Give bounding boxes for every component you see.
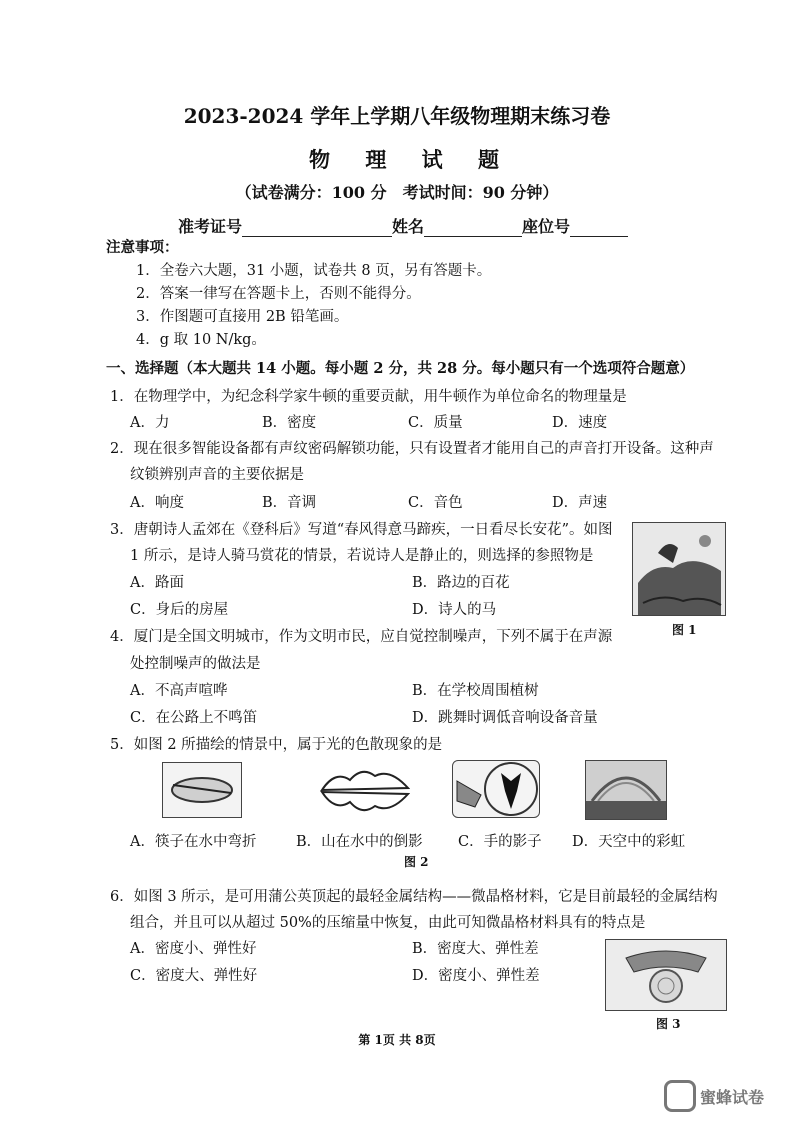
question-stem-continued: 纹锁辨别声音的主要依据是	[130, 467, 304, 483]
watermark-logo-icon	[664, 1080, 696, 1112]
option-b: B．路边的百花	[412, 575, 510, 591]
question-stem: 3．唐朝诗人孟郊在《登科后》写道“春风得意马蹄疾，一日看尽长安花”。如图	[110, 522, 613, 538]
figure-2a-chopstick-image	[162, 762, 242, 818]
figure-3-caption: 图 3	[656, 1017, 681, 1031]
question-stem: 2．现在很多智能设备都有声纹密码解锁功能，只有设置者才能用自己的声音打开设备。这种声	[110, 441, 714, 457]
ticket-number-field[interactable]	[242, 220, 392, 237]
note-item: 4．g 取 10 N/kg。	[136, 332, 266, 348]
option-d: D．跳舞时调低音响设备音量	[412, 710, 598, 726]
option-d: D．诗人的马	[412, 602, 497, 618]
ticket-label: 准考证号	[178, 217, 243, 236]
question-stem: 6．如图 3 所示，是可用蒲公英顶起的最轻金属结构——微晶格材料，它是目前最轻的金属结构	[110, 889, 718, 905]
option-c: C．质量	[408, 415, 463, 431]
question-stem-continued: 1 所示，是诗人骑马赏花的情景，若说诗人是静止的，则选择的参照物是	[130, 548, 594, 564]
figure-2-caption: 图 2	[404, 855, 429, 869]
option-b: B．密度	[262, 415, 317, 431]
question-stem: 4．厦门是全国文明城市，作为文明市民，应自觉控制噪声，下列不属于在声源	[110, 629, 613, 645]
figure-2b-mountain-image	[320, 762, 410, 816]
option-c: C．身后的房屋	[130, 602, 229, 618]
option-b: B．音调	[262, 495, 317, 511]
option-d: D．速度	[552, 415, 608, 431]
figure-1-caption: 图 1	[672, 623, 697, 637]
name-field[interactable]	[424, 220, 522, 237]
option-b: B．山在水中的倒影	[296, 834, 423, 850]
option-d: D．天空中的彩虹	[572, 834, 686, 850]
paper-subtitle: 物 理 试 题	[309, 147, 513, 172]
option-a: A．路面	[130, 575, 184, 591]
option-d: D．密度小、弹性差	[412, 968, 540, 984]
candidate-info-row	[178, 214, 628, 237]
question-stem: 1．在物理学中，为纪念科学家牛顿的重要贡献，用牛顿作为单位命名的物理量是	[110, 389, 627, 405]
option-c: C．密度大、弹性好	[130, 968, 258, 984]
question-stem-continued: 组合，并且可以从超过 50%的压缩量中恢复，由此可知微晶格材料具有的特点是	[130, 915, 646, 931]
figure-2d-rainbow-image	[585, 760, 667, 820]
option-c: C．在公路上不鸣笛	[130, 710, 258, 726]
option-a: A．筷子在水中弯折	[130, 834, 257, 850]
figure-2c-hand-shadow-image	[452, 760, 540, 818]
figure-1-image	[632, 522, 726, 616]
notes-heading: 注意事项：	[106, 239, 179, 256]
section-heading: 一、选择题（本大题共 14 小题。每小题 2 分，共 28 分。每小题只有一个选项符合题意）	[106, 360, 695, 377]
seat-label: 座位号	[522, 217, 571, 236]
seat-number-field[interactable]	[570, 220, 628, 237]
watermark-text: 蜜蜂试卷	[700, 1088, 765, 1107]
note-item: 2．答案一律写在答题卡上，否则不能得分。	[136, 286, 421, 302]
option-a: A．不高声喧哗	[130, 683, 228, 699]
question-stem-continued: 处控制噪声的做法是	[130, 656, 261, 672]
paper-title: 2023-2024 学年上学期八年级物理期末练习卷	[183, 104, 611, 128]
page-footer: 第 1页 共 8页	[358, 1033, 436, 1047]
option-a: A．力	[130, 415, 170, 431]
exam-info: （试卷满分：100 分 考试时间：90 分钟）	[235, 183, 559, 202]
option-c: C．手的影子	[458, 834, 542, 850]
note-item: 1．全卷六大题，31 小题，试卷共 8 页，另有答题卡。	[136, 263, 492, 279]
option-b: B．在学校周围植树	[412, 683, 539, 699]
question-stem: 5．如图 2 所描绘的情景中，属于光的色散现象的是	[110, 737, 443, 753]
option-b: B．密度大、弹性差	[412, 941, 539, 957]
option-a: A．密度小、弹性好	[130, 941, 257, 957]
option-c: C．音色	[408, 495, 463, 511]
option-d: D．声速	[552, 495, 608, 511]
name-label: 姓名	[392, 217, 425, 236]
option-a: A．响度	[130, 495, 184, 511]
figure-3-image	[605, 939, 727, 1011]
note-item: 3．作图题可直接用 2B 铅笔画。	[136, 309, 349, 325]
